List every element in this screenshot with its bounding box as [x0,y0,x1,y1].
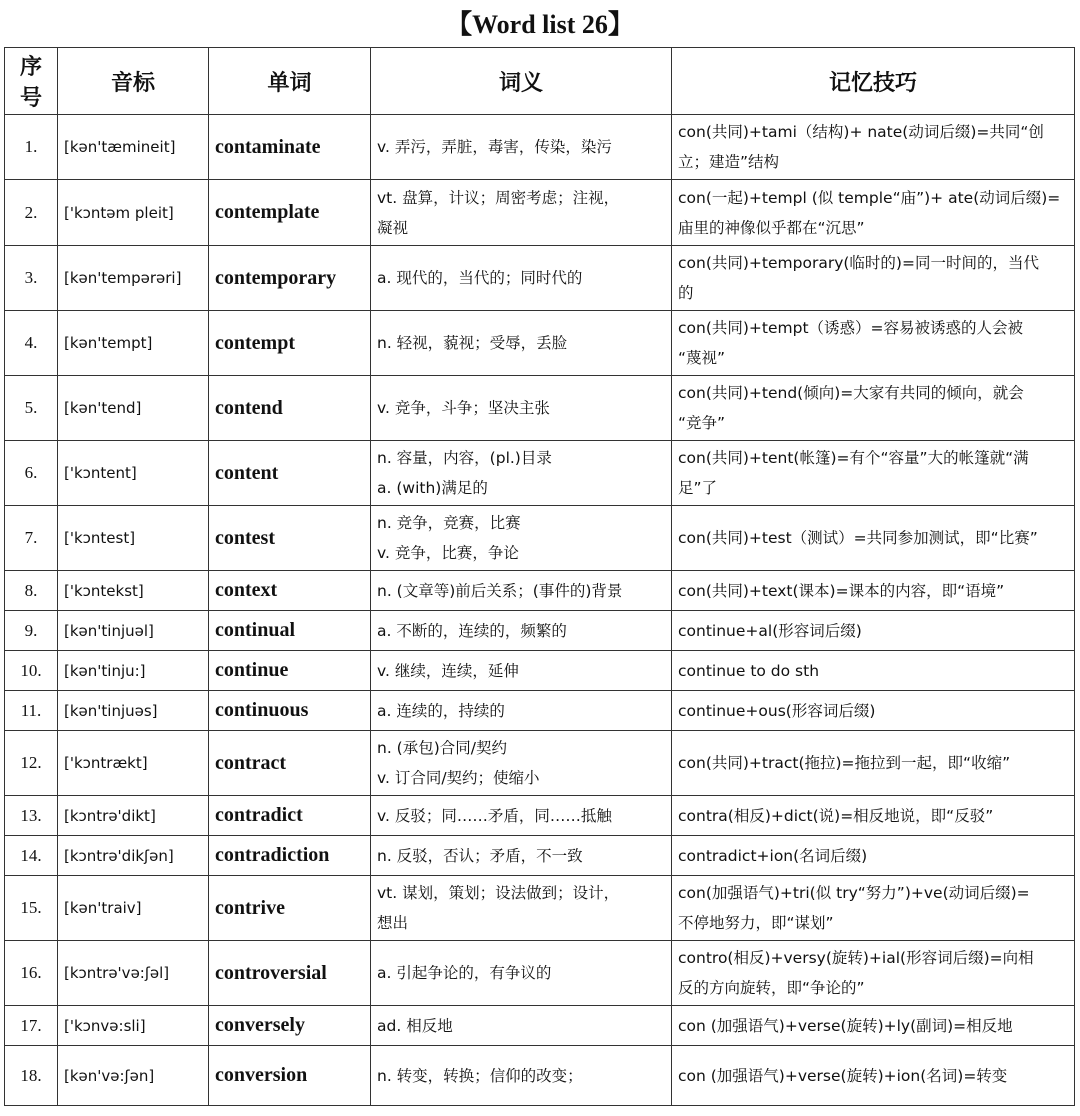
memory-tip-cell [672,691,1075,731]
phonetic-cell: ['kɔntəm pleit] [58,180,209,246]
header-memory: 记忆技巧 [672,48,1075,115]
meaning-cell [371,1006,672,1046]
meaning-line: v. 竞争，斗争；坚决主张 [377,399,550,417]
meaning-line: n. 转变，转换；信仰的改变； [377,1066,583,1085]
phonetic-cell: [kɔntrə'dikʃən] [58,836,209,876]
meaning-line: a. 连续的，持续的 [377,701,505,720]
row-number: 18. [5,1046,58,1106]
row-number: 15. [5,876,58,941]
memory-tip-line: con(共同)+tempt（诱惑）=容易被诱惑的人会被 [678,319,1024,337]
table-row [5,876,1075,941]
phonetic-cell: [kən'traiv] [58,876,209,941]
memory-tip-line: con (加强语气)+verse(旋转)+ly(副词)=相反地 [678,1016,1013,1035]
memory-tip-cell [672,180,1075,246]
word-cell: continue [209,651,371,691]
phonetic-cell: [kɔntrə'və:ʃəl] [58,941,209,1006]
memory-tip-line: continue+al(形容词后缀) [678,621,862,640]
word-cell: contemporary [209,246,371,311]
word-cell: controversial [209,941,371,1006]
memory-tip-line: 反的方向旋转，即“争论的” [678,979,865,997]
table-row [5,441,1075,506]
word-cell: continuous [209,691,371,731]
memory-tip-line: 不停地努力，即“谋划” [678,914,834,932]
memory-tip-line: continue to do sth [678,661,820,680]
memory-tip-line: con(一起)+templ (似 temple“庙”)+ ate(动词后缀)= [678,188,1061,207]
word-cell: conversion [209,1046,371,1106]
memory-tip-cell [672,1046,1075,1106]
row-number: 4. [5,311,58,376]
row-number: 5. [5,376,58,441]
memory-tip-line: con(共同)+text(课本)=课本的内容，即“语境” [678,581,1005,600]
memory-tip-line: “蔑视” [678,349,726,367]
phonetic-cell: [kɔntrə'dikt] [58,796,209,836]
memory-tip-cell [672,571,1075,611]
word-cell: contradiction [209,836,371,876]
phonetic-cell: [kən'tæmineit] [58,115,209,180]
word-cell: contempt [209,311,371,376]
memory-tip-line: 足”了 [678,479,718,497]
phonetic-cell: ['kɔntest] [58,506,209,571]
table-row [5,506,1075,571]
phonetic-cell: ['kɔnvə:sli] [58,1006,209,1046]
meaning-line: 凝视 [377,218,409,237]
phonetic-cell: ['kɔntent] [58,441,209,506]
memory-tip-cell [672,651,1075,691]
phonetic-cell: [kən'tinjuəl] [58,611,209,651]
meaning-line: a. 现代的，当代的；同时代的 [377,269,583,287]
word-cell: contrive [209,876,371,941]
meaning-line: v. 竞争，比赛，争论 [377,544,519,562]
table-row [5,180,1075,246]
table-row [5,651,1075,691]
memory-tip-line: con(共同)+tent(帐篷)=有个“容量”大的帐篷就“满 [678,449,1029,467]
page-title: 【Word list 26】 [446,10,634,39]
memory-tip-cell [672,611,1075,651]
phonetic-cell: [kən'tend] [58,376,209,441]
meaning-line: a. (with)满足的 [377,479,488,497]
meaning-cell [371,571,672,611]
meaning-line: n. 竞争，竞赛，比赛 [377,514,521,532]
memory-tip-line: con(共同)+tend(倾向)=大家有共同的倾向，就会 [678,384,1024,402]
memory-tip-cell [672,115,1075,180]
header-phonetic: 音标 [58,48,209,115]
row-number: 6. [5,441,58,506]
memory-tip-cell [672,1006,1075,1046]
memory-tip-line: contra(相反)+dict(说)=相反地说，即“反驳” [678,806,994,825]
table-row [5,376,1075,441]
memory-tip-line: con(共同)+tract(拖拉)=拖拉到一起，即“收缩” [678,754,1011,772]
meaning-cell [371,651,672,691]
memory-tip-line: con(共同)+temporary(临时的)=同一时间的，当代 [678,254,1039,272]
meaning-line: a. 不断的，连续的，频繁的 [377,621,567,640]
row-number: 14. [5,836,58,876]
table-row [5,311,1075,376]
memory-tip-cell [672,311,1075,376]
meaning-line: vt. 盘算，计议；周密考虑；注视， [377,188,620,207]
memory-tip-line: con (加强语气)+verse(旋转)+ion(名词)=转变 [678,1066,1008,1085]
table-row [5,836,1075,876]
memory-tip-cell [672,376,1075,441]
meaning-line: n. 容量，内容，(pl.)目录 [377,449,552,467]
meaning-line: ad. 相反地 [377,1016,453,1035]
row-number: 10. [5,651,58,691]
memory-tip-line: 立；建造”结构 [678,153,780,171]
word-cell: contradict [209,796,371,836]
meaning-line: n. 轻视，藐视；受辱，丢脸 [377,334,568,352]
table-row [5,611,1075,651]
word-cell: contract [209,731,371,796]
table-row [5,691,1075,731]
word-list-table [4,47,1075,1106]
meaning-line: v. 继续，连续，延伸 [377,661,519,680]
word-cell: contemplate [209,180,371,246]
phonetic-cell: ['kɔntekst] [58,571,209,611]
meaning-line: v. 弄污，弄脏，毒害，传染，染污 [377,138,612,156]
memory-tip-cell [672,941,1075,1006]
word-cell: conversely [209,1006,371,1046]
memory-tip-line: con(共同)+test（测试）=共同参加测试，即“比赛” [678,529,1038,547]
row-number: 2. [5,180,58,246]
memory-tip-line: continue+ous(形容词后缀) [678,701,876,720]
meaning-line: n. (文章等)前后关系；(事件的)背景 [377,581,623,600]
row-number: 1. [5,115,58,180]
table-row [5,1006,1075,1046]
word-cell: context [209,571,371,611]
meaning-cell [371,506,672,571]
memory-tip-cell [672,796,1075,836]
meaning-cell [371,180,672,246]
memory-tip-line: “竞争” [678,414,726,432]
meaning-cell [371,836,672,876]
memory-tip-cell [672,836,1075,876]
word-cell: contest [209,506,371,571]
header-row [5,48,1075,115]
meaning-cell [371,611,672,651]
row-number: 8. [5,571,58,611]
table-row [5,731,1075,796]
meaning-line: v. 反驳；同……矛盾，同……抵触 [377,806,612,825]
memory-tip-line: 的 [678,284,694,302]
phonetic-cell: [kən'tempt] [58,311,209,376]
row-number: 13. [5,796,58,836]
meaning-line: n. 反驳，否认；矛盾，不一致 [377,846,583,865]
meaning-cell [371,876,672,941]
memory-tip-cell [672,731,1075,796]
meaning-cell [371,941,672,1006]
word-cell: content [209,441,371,506]
row-number: 16. [5,941,58,1006]
table-row [5,571,1075,611]
table-row [5,941,1075,1006]
header-num: 序号 [5,48,58,115]
row-number: 9. [5,611,58,651]
row-number: 11. [5,691,58,731]
table-row [5,246,1075,311]
memory-tip-line: con(加强语气)+tri(似 try“努力”)+ve(动词后缀)= [678,884,1030,902]
meaning-line: v. 订合同/契约；使缩小 [377,769,540,787]
meaning-cell [371,376,672,441]
phonetic-cell: [kən'və:ʃən] [58,1046,209,1106]
meaning-cell [371,441,672,506]
word-cell: contend [209,376,371,441]
phonetic-cell: [kən'tinju:] [58,651,209,691]
phonetic-cell: ['kɔntrækt] [58,731,209,796]
word-cell: continual [209,611,371,651]
table-row [5,796,1075,836]
phonetic-cell: [kən'tinjuəs] [58,691,209,731]
table-row [5,115,1075,180]
memory-tip-cell [672,246,1075,311]
meaning-line: a. 引起争论的，有争议的 [377,964,552,982]
meaning-cell [371,731,672,796]
phonetic-cell: [kən'tempərəri] [58,246,209,311]
row-number: 12. [5,731,58,796]
memory-tip-cell [672,876,1075,941]
meaning-line: n. (承包)合同/契约 [377,739,507,757]
memory-tip-line: contro(相反)+versy(旋转)+ial(形容词后缀)=向相 [678,949,1034,967]
header-word: 单词 [209,48,371,115]
meaning-cell [371,796,672,836]
header-meaning: 词义 [371,48,672,115]
row-number: 3. [5,246,58,311]
table-row [5,1046,1075,1106]
memory-tip-line: 庙里的神像似乎都在“沉思” [678,218,865,237]
meaning-line: vt. 谋划，策划；设法做到；设计， [377,884,620,902]
memory-tip-cell [672,441,1075,506]
row-number: 7. [5,506,58,571]
memory-tip-line: con(共同)+tami（结构)+ nate(动词后缀)=共同“创 [678,123,1044,141]
memory-tip-line: contradict+ion(名词后缀) [678,846,868,865]
meaning-cell [371,246,672,311]
meaning-cell [371,691,672,731]
word-cell: contaminate [209,115,371,180]
meaning-cell [371,115,672,180]
row-number: 17. [5,1006,58,1046]
meaning-cell [371,1046,672,1106]
meaning-line: 想出 [377,914,409,932]
meaning-cell [371,311,672,376]
memory-tip-cell [672,506,1075,571]
